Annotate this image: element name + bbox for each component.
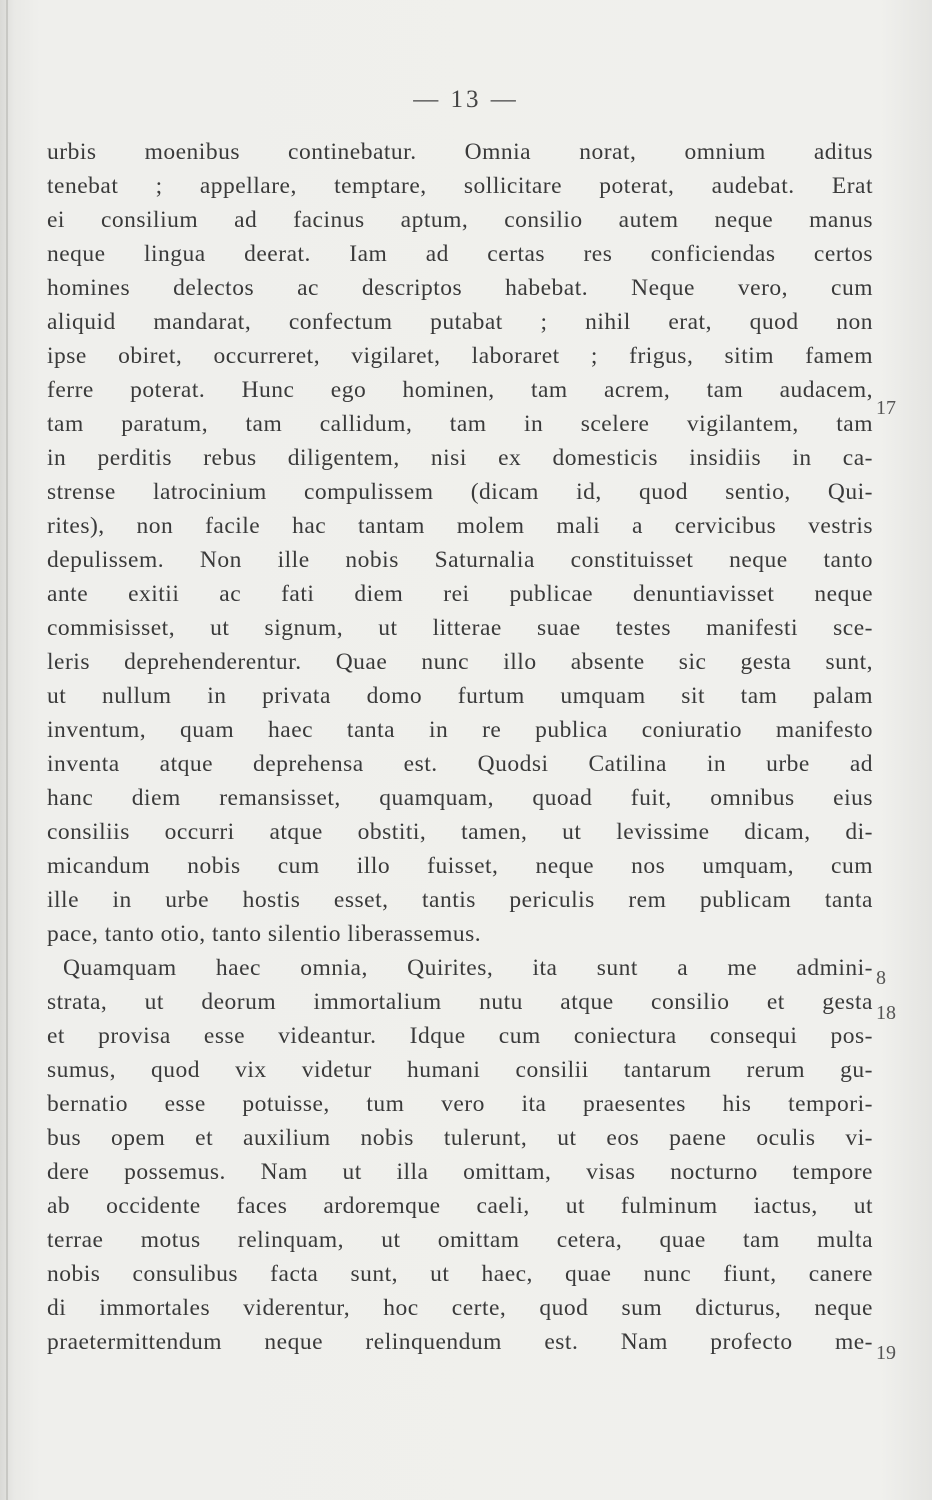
text-line: ipse obiret, occurreret, vigilaret, laboraret ; frigus, sitim famem <box>47 343 873 369</box>
text-line: Quamquam haec omnia, Quirites, ita sunt a me admini- <box>63 955 873 981</box>
text-line: sumus, quod vix videtur humani consilii tantarum rerum gu- <box>47 1057 873 1083</box>
text-line: ille in urbe hostis esset, tantis periculis rem publicam tanta <box>47 887 873 913</box>
text-line: inventum, quam haec tanta in re publica coniuratio manifesto <box>47 717 873 743</box>
text-line: et provisa esse videantur. Idque cum coniectura consequi pos- <box>47 1023 873 1049</box>
text-line: commisisset, ut signum, ut litterae suae testes manifesti sce- <box>47 615 873 641</box>
text-line: ante exitii ac fati diem rei publicae denuntiavisset neque <box>47 581 873 607</box>
text-line: ab occidente faces ardoremque caeli, ut fulminum iactus, ut <box>47 1193 873 1219</box>
page-number: — 13 — <box>413 86 519 113</box>
text-line: micandum nobis cum illo fuisset, neque nos umquam, cum <box>47 853 873 879</box>
text-line: ut nullum in privata domo furtum umquam sit tam palam <box>47 683 873 709</box>
text-line: aliquid mandarat, confectum putabat ; nihil erat, quod non <box>47 309 873 335</box>
text-line: pace, tanto otio, tanto silentio liberassemus. <box>47 921 482 947</box>
text-line: urbis moenibus continebatur. Omnia norat, omnium aditus <box>47 139 873 165</box>
margin-chapter-number: 8 <box>876 967 886 989</box>
text-line: terrae motus relinquam, ut omittam cetera, quae tam multa <box>47 1227 873 1253</box>
text-line: nobis consulibus facta sunt, ut haec, quae nunc fiunt, canere <box>47 1261 873 1287</box>
text-line: rites), non facile hac tantam molem mali a cervicibus vestris <box>47 513 873 539</box>
margin-section-number: 18 <box>876 1002 896 1024</box>
text-line: in perditis rebus diligentem, nisi ex domesticis insidiis in ca- <box>47 445 873 471</box>
text-line: ferre poterat. Hunc ego hominen, tam acrem, tam audacem, <box>47 377 873 403</box>
text-line: tenebat ; appellare, temptare, sollicitare poterat, audebat. Erat <box>47 173 873 199</box>
text-line: strata, ut deorum immortalium nutu atque consilio et gesta <box>47 989 873 1015</box>
text-line: consiliis occurri atque obstiti, tamen, ut levissime dicam, di- <box>47 819 873 845</box>
margin-section-number: 17 <box>876 397 896 419</box>
text-line: bus opem et auxilium nobis tulerunt, ut eos paene oculis vi- <box>47 1125 873 1151</box>
text-line: neque lingua deerat. Iam ad certas res conficiendas certos <box>47 241 873 267</box>
text-line: inventa atque deprehensa est. Quodsi Catilina in urbe ad <box>47 751 873 777</box>
body-text <box>47 135 873 1359</box>
text-line: praetermittendum neque relinquendum est. Nam profecto me- <box>47 1329 873 1355</box>
text-line: hanc diem remansisset, quamquam, quoad fuit, omnibus eius <box>47 785 873 811</box>
margin-section-number: 19 <box>876 1342 896 1364</box>
text-line: dere possemus. Nam ut illa omittam, visas nocturno tempore <box>47 1159 873 1185</box>
text-line: strense latrocinium compulissem (dicam id, quod sentio, Qui- <box>47 479 873 505</box>
page-edge <box>6 0 8 1500</box>
text-line: homines delectos ac descriptos habebat. Neque vero, cum <box>47 275 873 301</box>
text-line: leris deprehenderentur. Quae nunc illo absente sic gesta sunt, <box>47 649 873 675</box>
text-line: bernatio esse potuisse, tum vero ita praesentes his tempori- <box>47 1091 873 1117</box>
text-line: ei consilium ad facinus aptum, consilio autem neque manus <box>47 207 873 233</box>
text-line: depulissem. Non ille nobis Saturnalia constituisset neque tanto <box>47 547 873 573</box>
text-line: di immortales viderentur, hoc certe, quod sum dicturus, neque <box>47 1295 873 1321</box>
text-line: tam paratum, tam callidum, tam in scelere vigilantem, tam <box>47 411 873 437</box>
